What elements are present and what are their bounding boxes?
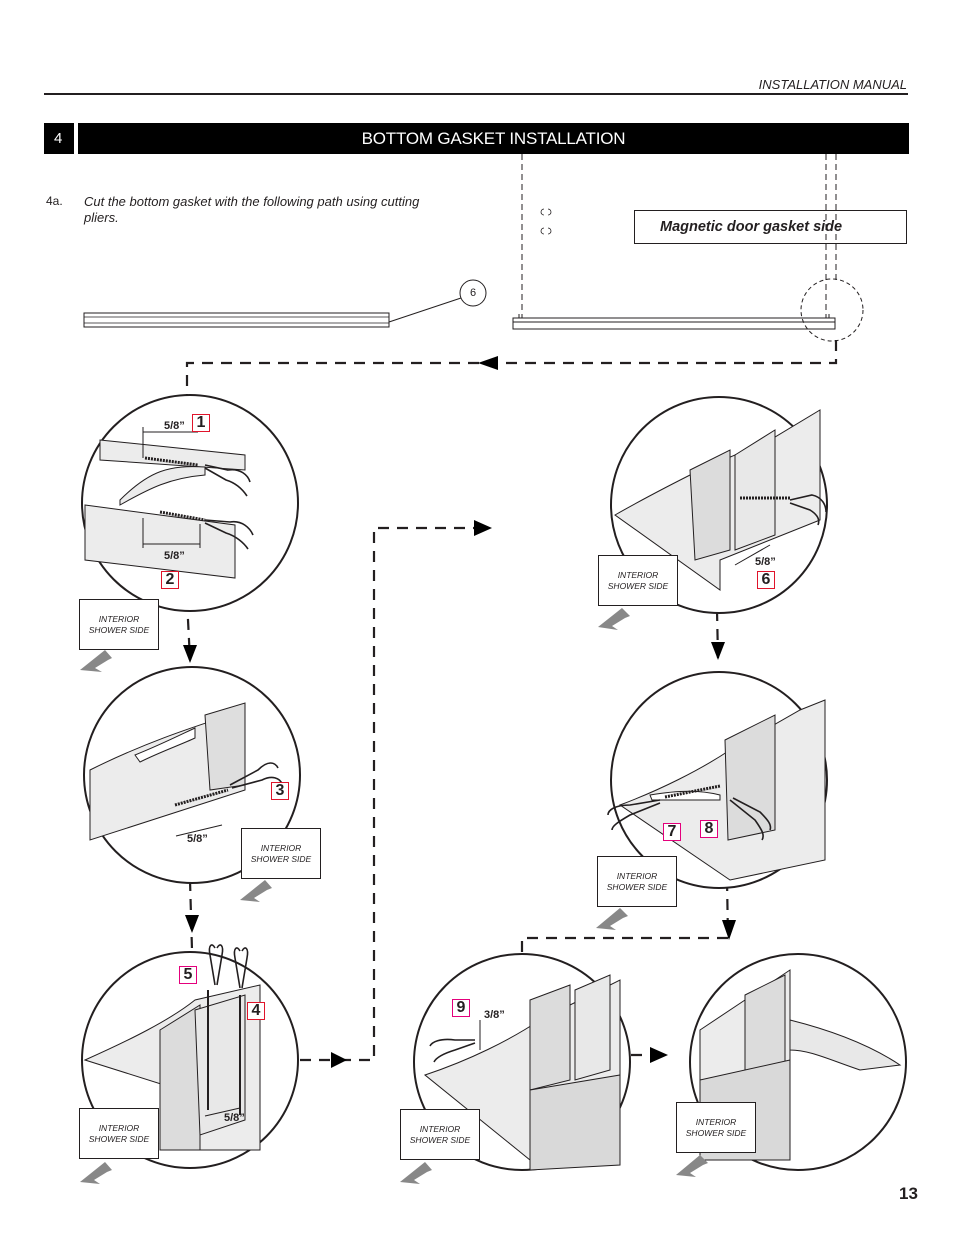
step-badge-4: 4 [247,1002,265,1020]
interior-label-6: INTERIOR SHOWER SIDE [400,1109,480,1160]
magnetic-label: Magnetic door gasket side [660,219,843,235]
step-badge-5: 5 [179,966,197,984]
measurement-1: 5/8” [164,420,185,432]
step-badge-3: 3 [271,782,289,800]
loose-gasket [84,313,389,327]
part-number: 6 [469,287,477,299]
measurement-4: 5/8” [224,1112,245,1124]
interior-label-2: INTERIOR SHOWER SIDE [598,555,678,606]
section-number: 4 [44,123,74,154]
interior-label-1: INTERIOR SHOWER SIDE [79,599,159,650]
section-title: BOTTOM GASKET INSTALLATION [361,129,626,148]
measurement-3: 5/8” [187,833,208,845]
measurement-9: 3/8” [484,1009,505,1021]
step-badge-7: 7 [663,823,681,841]
step-badge-9: 9 [452,999,470,1017]
interior-label-3: INTERIOR SHOWER SIDE [241,828,321,879]
detail-circle [801,279,863,341]
page-number: 13 [899,1184,918,1203]
measurement-2: 5/8” [164,550,185,562]
interior-label-4: INTERIOR SHOWER SIDE [597,856,677,907]
door-panel [522,154,836,318]
step-badge-8: 8 [700,820,718,838]
door-hinges [541,209,551,234]
manual-title: INSTALLATION MANUAL [758,77,907,92]
interior-label-5: INTERIOR SHOWER SIDE [79,1108,159,1159]
step-badge-1: 1 [192,414,210,432]
step-label: 4a. [46,194,63,208]
interior-label-7: INTERIOR SHOWER SIDE [676,1102,756,1153]
step-badge-6: 6 [757,571,775,589]
measurement-6: 5/8” [755,556,776,568]
step-instruction: Cut the bottom gasket with the following path using cutting pliers. [84,194,420,225]
step-badge-2: 2 [161,571,179,589]
installed-gasket [513,314,835,329]
